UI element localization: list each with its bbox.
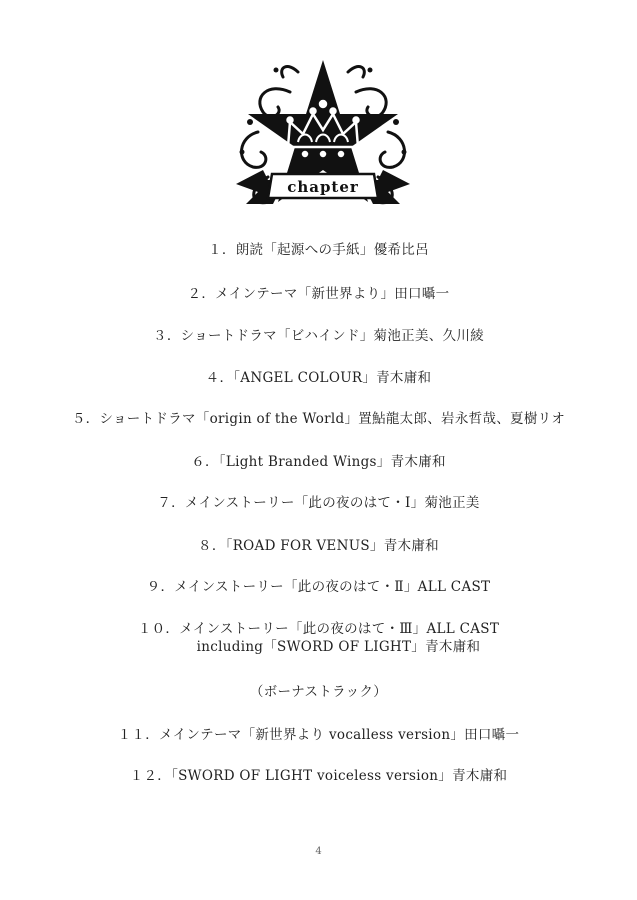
track-09: ９．メインストーリー「此の夜のはて・Ⅱ」ALL CAST xyxy=(146,579,491,595)
track-04: ４．「ANGEL COLOUR」青木庸和 xyxy=(205,370,432,386)
track-02: ２．メインテーマ「新世界より」田口囁一 xyxy=(187,286,450,302)
track-12: １２．「SWORD OF LIGHT voiceless version」青木庸和 xyxy=(129,768,508,784)
track-10-title: １０．メインストーリー「此の夜のはて・Ⅲ」ALL CAST xyxy=(137,621,500,637)
track-07: ７．メインストーリー「此の夜のはて・Ⅰ」菊池正美 xyxy=(157,495,480,511)
track-03: ３．ショートドラマ「ビハインド」菊池正美、久川綾 xyxy=(153,328,484,344)
track-01: １．朗読「起源への手紙」優希比呂 xyxy=(208,242,429,258)
track-11: １１．メインテーマ「新世界より vocalless version」田口囁一 xyxy=(117,727,520,743)
page-number: 4 xyxy=(315,846,322,857)
bonus-track-heading: （ボーナストラック） xyxy=(249,684,388,700)
track-10 xyxy=(0,620,637,656)
track-05: ５．ショートドラマ「origin of the World」置鮎龍太郎、岩永哲哉、夏樹リオ xyxy=(71,411,566,427)
track-10-including: including「SWORD OF LIGHT」青木庸和 xyxy=(196,639,481,655)
emblem-label: chapter xyxy=(287,178,359,196)
track-06: ６．「Light Branded Wings」青木庸和 xyxy=(191,454,446,470)
track-08: ８．「ROAD FOR VENUS」青木庸和 xyxy=(198,538,439,554)
